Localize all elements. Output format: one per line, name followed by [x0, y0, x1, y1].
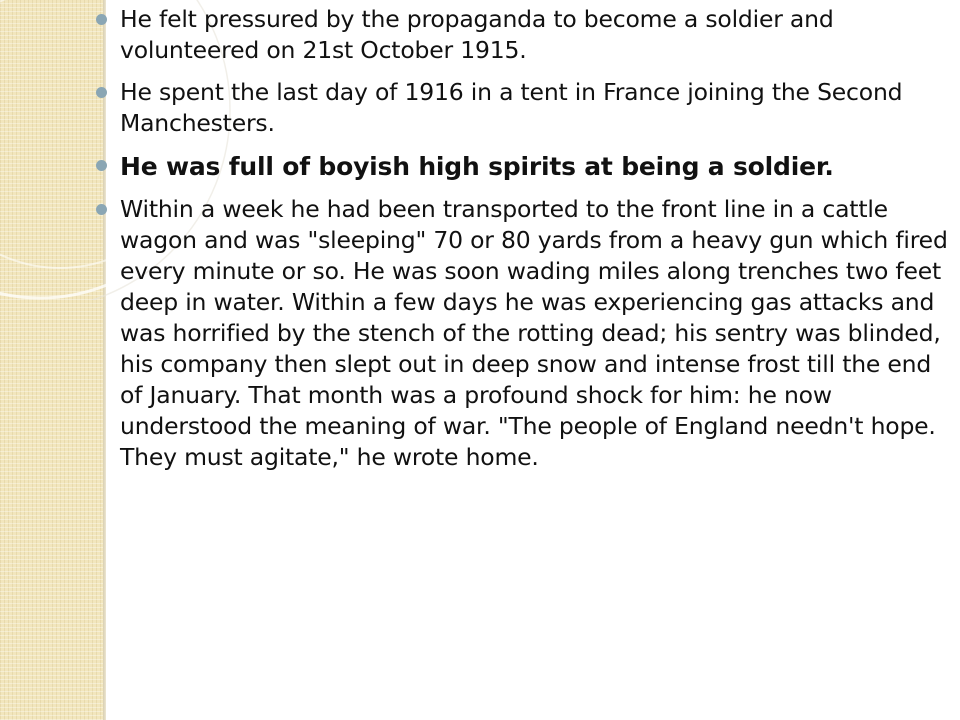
side-band-decoration [0, 0, 103, 720]
bullet-item-3 [92, 150, 950, 183]
bullet-text-3: He was full of boyish high spirits at being a soldier. [120, 152, 834, 181]
bullet-list [92, 4, 950, 473]
bullet-item-4 [92, 194, 950, 473]
bullet-dot-icon [96, 160, 107, 171]
bullet-item-2 [92, 77, 950, 139]
bullet-dot-icon [96, 14, 107, 25]
bullet-text-4: Within a week he had been transported to the front line in a cattle wagon and was "sleeping" 70 or 80 yards from a heavy gun which fired every minute or so. He was soon wading miles along trenches two feet deep in water. Within a few days he was experiencing gas attacks and was horrified by the stench of the rotting dead; his sentry was blinded, his company then slept out in deep snow and intense frost till the end of January. That month was a profound shock for him: he now understood the meaning of war. "The people of England needn't hope. They must agitate," he wrote home. [120, 195, 948, 471]
bullet-text-1: He felt pressured by the propaganda to become a soldier and volunteered on 21st October 1915. [120, 5, 834, 64]
bullet-dot-icon [96, 204, 107, 215]
bullet-item-1 [92, 4, 950, 66]
slide-body [92, 4, 950, 484]
bullet-dot-icon [96, 87, 107, 98]
bullet-text-2: He spent the last day of 1916 in a tent in France joining the Second Manchesters. [120, 78, 903, 137]
